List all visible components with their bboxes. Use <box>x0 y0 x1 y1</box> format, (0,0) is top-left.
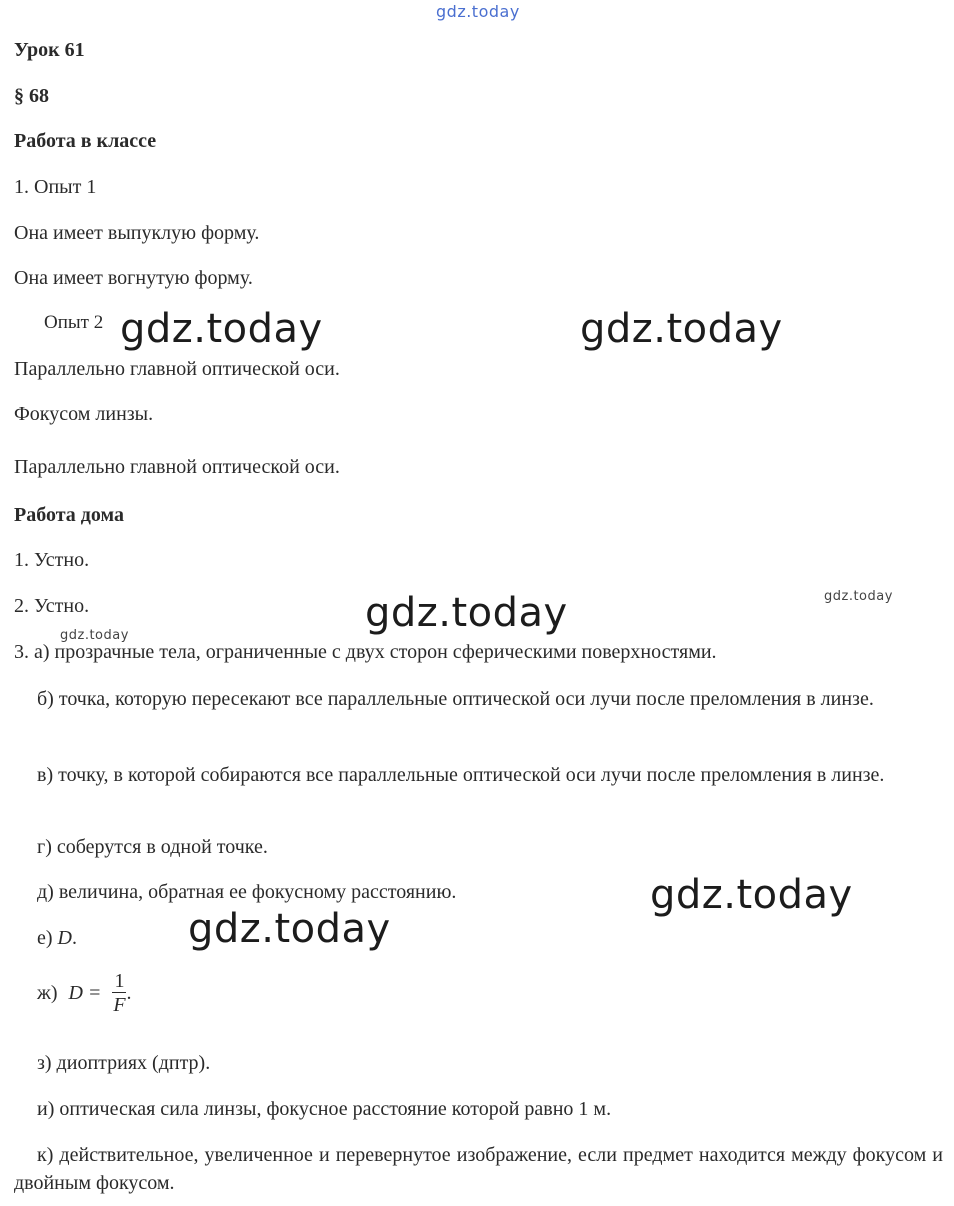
answer-zh <box>37 970 131 1017</box>
answer-b <box>14 685 943 713</box>
watermark-small: gdz.today <box>60 628 129 643</box>
answer-e-suffix: . <box>72 927 77 949</box>
answer-line: Она имеет вогнутую форму. <box>14 267 253 289</box>
watermark: gdz.today <box>580 306 783 352</box>
homework-item: 1. Устно. <box>14 549 90 571</box>
answer-d: д) величина, обратная ее фокусному расстоянию. <box>37 881 457 903</box>
answer-e-label: е) <box>37 927 53 949</box>
answer-z: з) диоптриях (дптр). <box>37 1052 211 1074</box>
answer-b-text: б) точка, которую пересекают все параллельные оптической оси лучи после преломления в линзе. <box>37 688 874 710</box>
watermark: gdz.today <box>365 590 568 636</box>
answer-a: 3. а) прозрачные тела, ограниченные с двух сторон сферическими поверхностями. <box>14 641 717 663</box>
watermark-small: gdz.today <box>824 589 893 604</box>
fraction-denominator: F <box>113 994 126 1016</box>
answer-k <box>14 1141 943 1197</box>
watermark: gdz.today <box>650 872 853 918</box>
paragraph-number: § 68 <box>14 85 49 107</box>
classwork-heading: Работа в классе <box>14 130 157 152</box>
watermark-top: gdz.today <box>436 2 520 21</box>
experiment-2: Опыт 2 <box>44 312 104 333</box>
answer-v <box>14 761 943 789</box>
experiment-1: 1. Опыт 1 <box>14 176 97 198</box>
lesson-title: Урок 61 <box>14 39 85 61</box>
answer-line: Она имеет выпуклую форму. <box>14 222 260 244</box>
watermark: gdz.today <box>188 906 391 952</box>
answer-line: Фокусом линзы. <box>14 403 154 425</box>
formula-fraction <box>112 970 126 1017</box>
answer-v-text: в) точку, в которой собираются все параллельные оптической оси лучи после преломления в линзе. <box>37 764 885 786</box>
answer-k-text: к) действительное, увеличенное и перевернутое изображение, если предмет находится между фокусом и двойным фокусом. <box>14 1144 943 1194</box>
answer-line: Параллельно главной оптической оси. <box>14 358 340 380</box>
answer-g: г) соберутся в одной точке. <box>37 836 268 858</box>
answer-e-variable: D <box>57 927 72 949</box>
formula-lhs: D = <box>68 982 102 1004</box>
watermark: gdz.today <box>120 306 323 352</box>
homework-heading: Работа дома <box>14 504 124 526</box>
answer-i: и) оптическая сила линзы, фокусное расстояние которой равно 1 м. <box>37 1098 612 1120</box>
answer-e <box>37 927 77 950</box>
answer-line: Параллельно главной оптической оси. <box>14 456 340 478</box>
answer-zh-suffix: . <box>126 982 132 1004</box>
homework-item: 2. Устно. <box>14 595 90 617</box>
answer-zh-label: ж) <box>37 982 58 1004</box>
fraction-numerator: 1 <box>114 970 125 992</box>
